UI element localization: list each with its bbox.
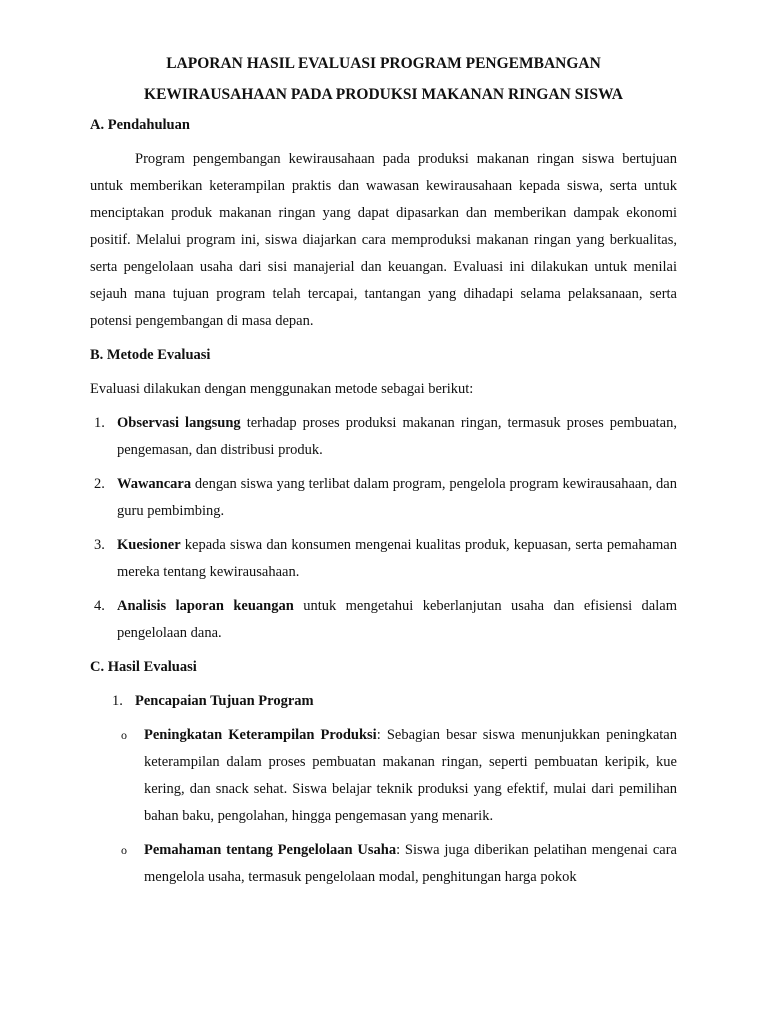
document-page	[90, 48, 677, 898]
method-item	[90, 471, 677, 525]
section-a-paragraph: Program pengembangan kewirausahaan pada produksi makanan ringan siswa bertujuan untuk memberikan keterampilan praktis dan wawasan kewirausahaan kepada siswa, serta untuk menciptakan produk makanan ringan yang dapat dipasarkan dan memberikan dampak ekonomi positif. Melalui program ini, siswa diajarkan cara memproduksi makanan ringan yang berkualitas, serta pengelolaan usaha dari sisi manajerial dan keuangan. Evaluasi ini dilakukan untuk menilai sejauh mana tujuan program telah tercapai, tantangan yang dihadapi selama pelaksanaan, serta potensi pengembangan di masa depan.	[90, 151, 677, 329]
bullet-circle-icon: o	[121, 728, 127, 742]
method-title: Observasi langsung	[117, 415, 241, 431]
result-title: Peningkatan Keterampilan Produksi	[144, 727, 377, 743]
section-b-heading: B. Metode Evaluasi	[90, 347, 211, 363]
result-text: : Siswa juga diberikan pelatihan mengenai cara mengelola usaha, termasuk pengelolaan modal, penghitungan harga pokok	[144, 842, 677, 885]
method-title: Wawancara	[117, 476, 192, 492]
method-title: Kuesioner	[117, 537, 181, 553]
results-list	[90, 722, 677, 891]
result-title: Pemahaman tentang Pengelolaan Usaha	[144, 842, 397, 858]
method-text: kepada siswa dan konsumen mengenai kualitas produk, kepuasan, serta pemahaman mereka tentang kewirausahaan.	[117, 537, 677, 580]
bullet-circle-icon: o	[121, 843, 127, 857]
method-text: dengan siswa yang terlibat dalam program, pengelola program kewirausahaan, dan guru pembimbing.	[117, 476, 677, 519]
method-item	[90, 532, 677, 586]
section-c-heading: C. Hasil Evaluasi	[90, 659, 197, 675]
result-text: : Sebagian besar siswa menunjukkan peningkatan keterampilan dalam proses pembuatan makanan ringan, seperti pembuatan keripik, kue kering, dan snack sehat. Siswa belajar teknik produksi yang efektif, mulai dari pemilihan bahan baku, pengolahan, hingga pengemasan yang menarik.	[144, 727, 677, 824]
subsection-number: 1.	[112, 693, 123, 709]
section-a-heading: A. Pendahuluan	[90, 117, 190, 133]
result-item	[90, 722, 677, 830]
title-line-1: LAPORAN HASIL EVALUASI PROGRAM PENGEMBANGAN	[166, 55, 601, 72]
method-text: untuk mengetahui keberlanjutan usaha dan efisiensi dalam pengelolaan dana.	[117, 598, 677, 641]
method-item	[90, 410, 677, 464]
method-list	[90, 410, 677, 647]
method-number: 2.	[94, 476, 105, 492]
subsection-title: Pencapaian Tujuan Program	[135, 693, 314, 709]
method-number: 4.	[94, 598, 105, 614]
method-number: 1.	[94, 415, 105, 431]
subsection-heading	[90, 688, 677, 715]
method-text: terhadap proses produksi makanan ringan, termasuk proses pembuatan, pengemasan, dan distribusi produk.	[117, 415, 677, 458]
method-number: 3.	[94, 537, 105, 553]
section-b-intro: Evaluasi dilakukan dengan menggunakan metode sebagai berikut:	[90, 381, 474, 397]
method-item	[90, 593, 677, 647]
title-line-2: KEWIRAUSAHAAN PADA PRODUKSI MAKANAN RINGAN SISWA	[144, 86, 623, 103]
document-title	[90, 48, 677, 110]
result-item	[90, 837, 677, 891]
method-title: Analisis laporan keuangan	[117, 598, 294, 614]
